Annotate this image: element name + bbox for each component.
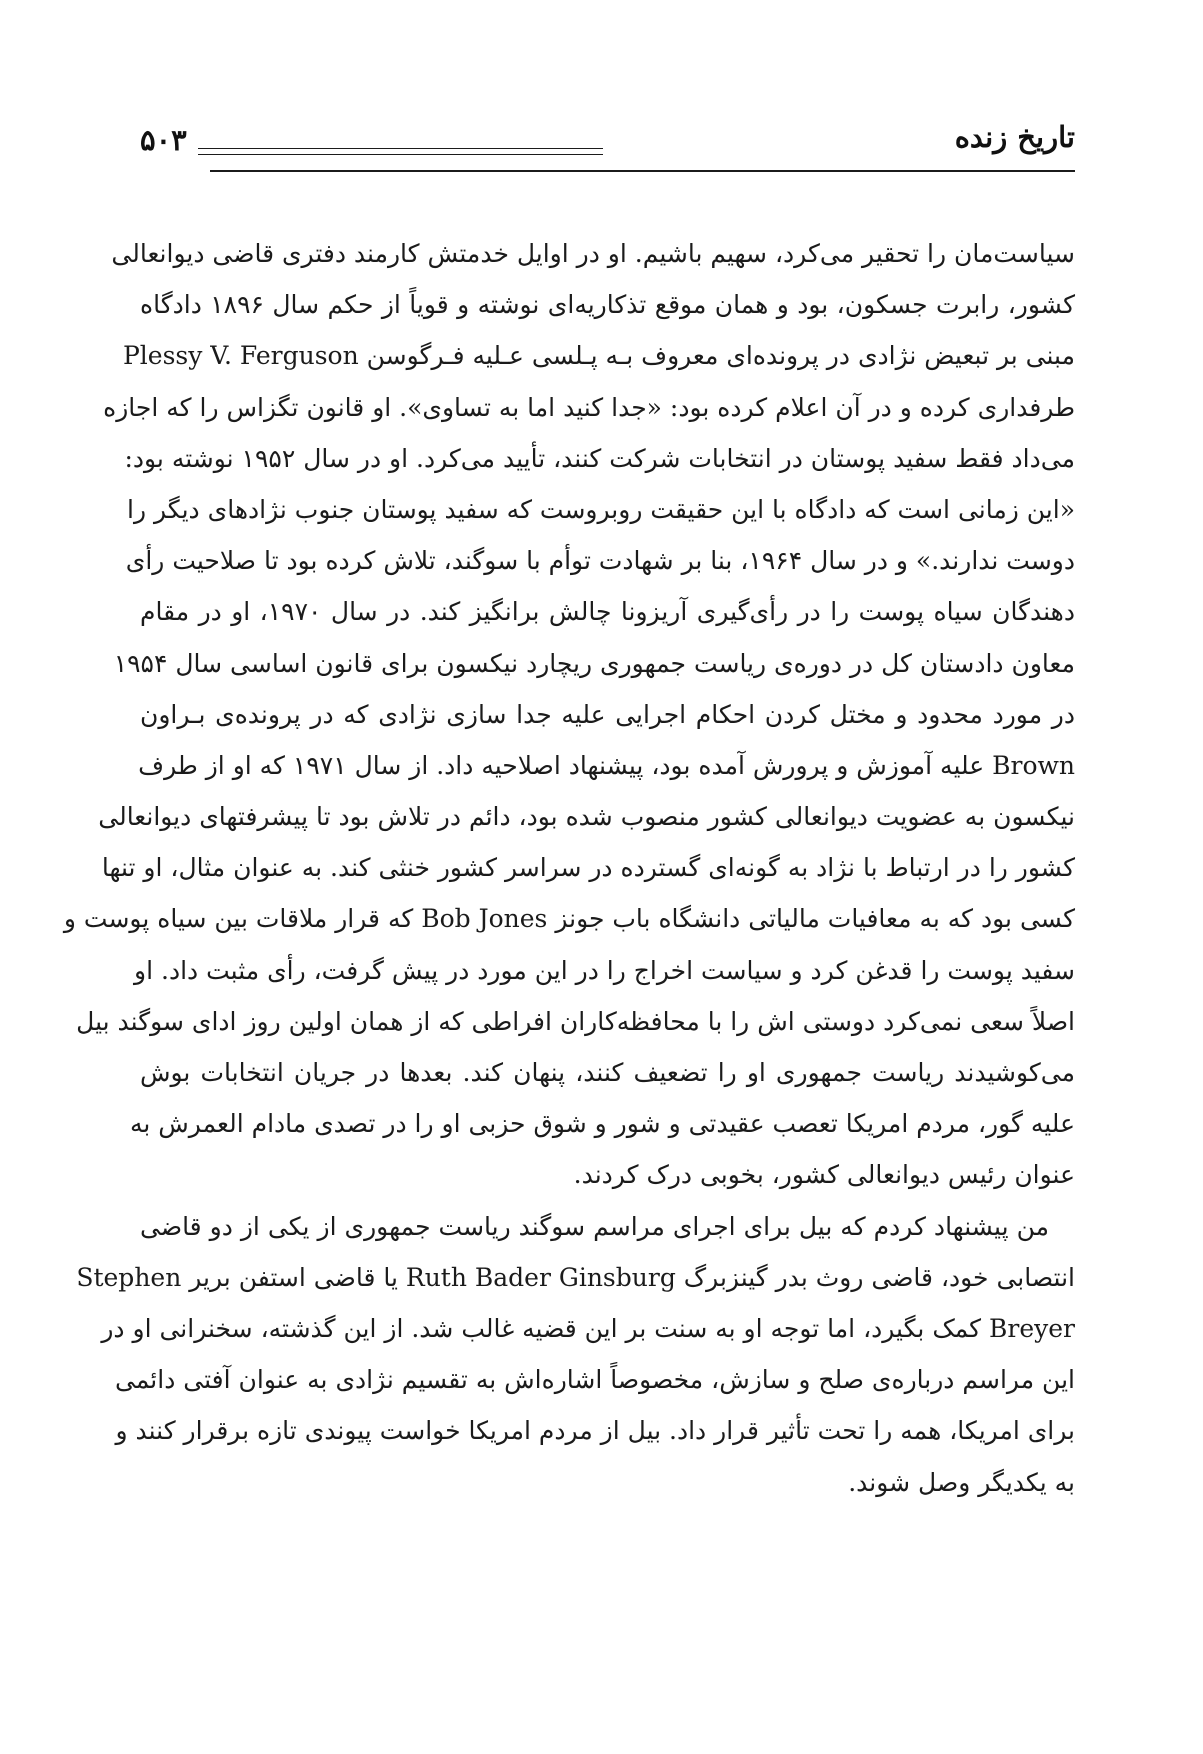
text-line: کشور را در ارتباط با نژاد به گونه‌ای گسترده در سراسر کشور خنثی کند. به عنوان مثال، او تنها: [101, 853, 1075, 883]
running-title: تاریخ زنده: [954, 120, 1075, 154]
text-line: علیه گور، مردم امریکا تعصب عقیدتی و شور و شوق حزبی او را در تصدی مادام العمرش به: [129, 1109, 1075, 1139]
text-line: می‌داد فقط سفید پوستان در انتخابات شرکت کنند، تأیید می‌کرد. او در سال ۱۹۵۲ نوشته بود:: [124, 443, 1075, 473]
text-line: Brown علیه آموزش و پرورش آمده بود، پیشنهاد اصلاحیه داد. از سال ۱۹۷۱ که او از طرف: [138, 750, 1075, 780]
page-number: ۵۰۳: [140, 123, 187, 157]
text-line: سفید پوست را قدغن کرد و سیاست اخراج را در این مورد در پیش گرفت، رأی مثبت داد. او: [134, 955, 1075, 985]
text-line: دوست ندارند.» و در سال ۱۹۶۴، بنا بر شهادت توأم با سوگند، تلاش کرده بود تا صلاحیت رأی: [125, 546, 1075, 576]
text-line: در مورد محدود و مختل کردن احکام اجرایی علیه جدا سازی نژادی که در پرونده‌ی بـراون: [140, 699, 1075, 729]
text-line: مبنی بر تبعیض نژادی در پرونده‌ای معروف بـه پـلسی عـلیه فـرگوسن Plessy V. Ferguson: [122, 341, 1075, 371]
text-line: سیاست‌مان را تحقیر می‌کرد، سهیم باشیم. او در اوایل خدمتش کارمند دفتری قاضی دیوانعالی: [111, 239, 1075, 268]
text-line: طرفداری کرده و در آن اعلام کرده بود: «جدا کنید اما به تساوی». او قانون تگزاس را که اجازه: [103, 392, 1075, 422]
text-line: این مراسم درباره‌ی صلح و سازش، مخصوصاً اشاره‌اش به تقسیم نژادی به عنوان آفتی دائمی: [115, 1365, 1075, 1395]
text-line-paragraph-start: من پیشنهاد کردم که بیل برای اجرای مراسم سوگند ریاست جمهوری از یکی از دو قاضی: [140, 1211, 1049, 1241]
text-line: کسی بود که به معافیات مالیاتی دانشگاه باب جونز Bob Jones که قرار ملاقات بین سیاه پوست و: [63, 904, 1075, 934]
body-text: [63, 228, 1075, 1508]
text-line: معاون دادستان کل در دوره‌ی ریاست جمهوری ریچارد نیکسون برای قانون اساسی سال ۱۹۵۴: [113, 648, 1075, 678]
text-line: برای امریکا، همه را تحت تأثیر قرار داد. بیل از مردم امریکا خواست پیوندی تازه برقرار کنند و: [115, 1416, 1075, 1446]
running-header: [140, 118, 1075, 178]
text-line: کشور، رابرت جسکون، بود و همان موقع تذکاریه‌ای نوشته و قویاً از حکم سال ۱۸۹۶ دادگاه: [140, 290, 1075, 320]
text-line-paragraph-end: به یکدیگر وصل شوند.: [848, 1467, 1075, 1497]
text-line: می‌کوشیدند ریاست جمهوری او را تضعیف کنند، پنهان کند. بعدها در جریان انتخابات بوش: [140, 1058, 1075, 1087]
text-line-paragraph-end: عنوان رئیس دیوانعالی کشور، بخوبی درک کردند.: [573, 1160, 1075, 1190]
text-line: دهندگان سیاه پوست را در رأی‌گیری آریزونا چالش برانگیز کند. در سال ۱۹۷۰، او در مقام: [140, 597, 1075, 627]
text-line: «این زمانی است که دادگاه با این حقیقت روبروست که سفید پوستان جنوب نژادهای دیگر را: [127, 494, 1075, 524]
header-double-rule: [198, 148, 603, 155]
text-line: اصلاً سعی نمی‌کرد دوستی اش را با محافظه‌کاران افراطی که از همان اولین روز ادای سوگند بیل: [76, 1006, 1075, 1036]
text-line: Breyer کمک بگیرد، اما توجه او به سنت بر این قضیه غالب شد. از این گذشته، سخنرانی او در: [101, 1313, 1075, 1343]
text-line: نیکسون به عضویت دیوانعالی کشور منصوب شده بود، دائم در تلاش بود تا پیشرفتهای دیوانعالی: [98, 802, 1075, 832]
text-line: انتصابی خود، قاضی روث بدر گینزبرگ Ruth Bader Ginsburg یا قاضی استفن بریر Stephen: [76, 1262, 1075, 1292]
header-rule: [210, 170, 1075, 172]
